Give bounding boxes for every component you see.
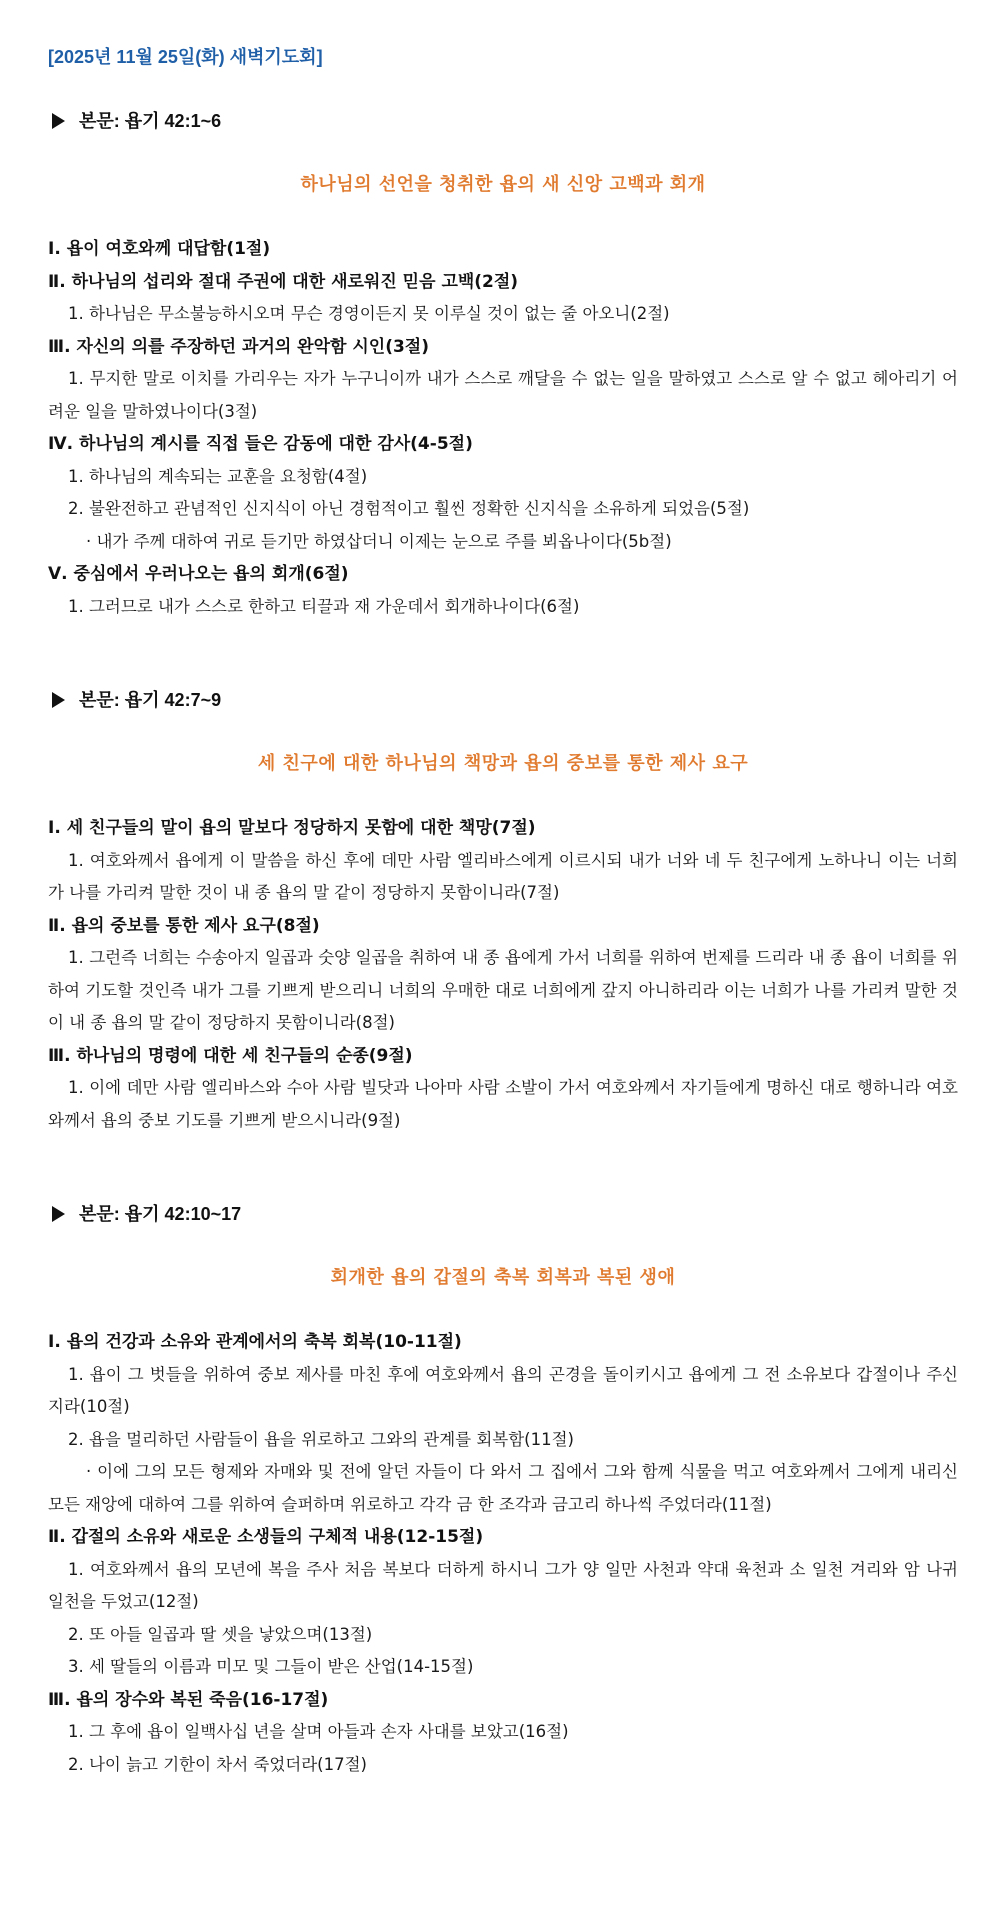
section-title: 세 친구에 대한 하나님의 책망과 욥의 중보를 통한 제사 요구 [257, 753, 749, 774]
outline-heading: Ⅲ. 하나님의 명령에 대한 세 친구들의 순종(9절) [48, 1045, 413, 1066]
section-3 [48, 1199, 958, 1781]
outline-heading: Ⅲ. 자신의 의를 주장하던 과거의 완악함 시인(3절) [48, 336, 430, 357]
outline-point: 2. 나이 늙고 기한이 차서 죽었더라(17절) [68, 1754, 367, 1774]
passage-label: 본문: 욥기 42:1~6 [79, 111, 222, 131]
outline-point: 1. 그러므로 내가 스스로 한하고 티끌과 재 가운데서 회개하나이다(6절) [68, 596, 580, 616]
passage-label: 본문: 욥기 42:10~17 [79, 1204, 242, 1224]
passage-heading [48, 106, 958, 136]
outline-point: 1. 하나님의 계속되는 교훈을 요청함(4절) [68, 466, 368, 486]
outline-heading: Ⅰ. 세 친구들의 말이 욥의 말보다 정당하지 못함에 대한 책망(7절) [48, 818, 536, 838]
outline-heading: Ⅰ. 욥의 건강과 소유와 관계에서의 축복 회복(10-11절) [48, 1332, 462, 1352]
outline-point: 1. 그런즉 너희는 수송아지 일곱과 숫양 일곱을 취하여 내 종 욥에게 가서 너희를 위하여 번제를 드리라 내 종 욥이 너희를 위하여 기도할 것인즉 내가 그를 기쁘게 받으리니 너희의 우매한 대로 너희에게 갚지 아니하리라 이는 너희가 나를 가리켜 말한 것이 내 종 욥의 말 같이 정당하지 못함이니라(8절) [48, 948, 958, 1032]
passage-label: 본문: 욥기 42:7~9 [79, 690, 222, 710]
outline-heading: Ⅳ. 하나님의 계시를 직접 들은 감동에 대한 감사(4-5절) [48, 434, 473, 454]
outline-point: 2. 불완전하고 관념적인 신지식이 아닌 경험적이고 훨씬 정확한 신지식을 소유하게 되었음(5절) [68, 499, 750, 518]
outline-point: 1. 하나님은 무소불능하시오며 무슨 경영이든지 못 이루실 것이 없는 줄 아오니(2절) [68, 304, 670, 323]
outline-point: 2. 또 아들 일곱과 딸 셋을 낳았으며(13절) [68, 1624, 373, 1644]
section-2 [48, 685, 958, 1137]
document-header: [2025년 11월 25일(화) 새벽기도회] [48, 47, 323, 67]
outline-point: 1. 여호와께서 욥의 모년에 복을 주사 처음 복보다 더하게 하시니 그가 양 일만 사천과 약대 육천과 소 일천 겨리와 암 나귀 일천을 두었고(12절) [48, 1559, 958, 1611]
passage-heading [48, 1199, 958, 1229]
outline-heading: Ⅰ. 욥이 여호와께 대답함(1절) [48, 239, 271, 259]
outline-heading: Ⅱ. 하나님의 섭리와 절대 주권에 대한 새로워진 믿음 고백(2절) [48, 271, 519, 292]
triangle-bullet-icon [52, 692, 65, 708]
outline-heading: Ⅲ. 욥의 장수와 복된 죽음(16-17절) [48, 1689, 329, 1710]
triangle-bullet-icon [52, 113, 65, 129]
outline-point: 2. 욥을 멀리하던 사람들이 욥을 위로하고 그와의 관계를 회복함(11절) [68, 1429, 574, 1449]
section-title: 하나님의 선언을 청취한 욥의 새 신앙 고백과 회개 [300, 174, 706, 195]
outline-list [48, 812, 958, 1137]
outline-point: 1. 여호와께서 욥에게 이 말씀을 하신 후에 데만 사람 엘리바스에게 이르시되 내가 너와 네 두 친구에게 노하나니 이는 너희가 나를 가리켜 말한 것이 내 종 욥의 말 같이 정당하지 못함이니라(7절) [48, 850, 958, 902]
outline-point: 1. 무지한 말로 이치를 가리우는 자가 누구니이까 내가 스스로 깨달을 수 없는 일을 말하였고 스스로 알 수 없고 헤아리기 어려운 일을 말하였나이다(3절) [48, 369, 958, 421]
outline-subpoint: · 이에 그의 모든 형제와 자매와 및 전에 알던 자들이 다 와서 그 집에서 그와 함께 식물을 먹고 여호와께서 그에게 내리신 모든 재앙에 대하여 그를 위하여 슬퍼하며 위로하고 각각 금 한 조각과 금고리 하나씩 주었더라(11절) [48, 1462, 958, 1514]
section-1 [48, 106, 958, 623]
outline-point: 3. 세 딸들의 이름과 미모 및 그들이 받은 산업(14-15절) [68, 1657, 474, 1676]
passage-heading [48, 685, 958, 715]
triangle-bullet-icon [52, 1206, 65, 1222]
outline-point: 1. 욥이 그 벗들을 위하여 중보 제사를 마친 후에 여호와께서 욥의 곤경을 돌이키시고 욥에게 그 전 소유보다 갑절이나 주신지라(10절) [48, 1364, 958, 1416]
outline-point: 1. 이에 데만 사람 엘리바스와 수아 사람 빌닷과 나아마 사람 소발이 가서 여호와께서 자기들에게 명하신 대로 행하니라 여호와께서 욥의 중보 기도를 기쁘게 받으시니라(9절) [48, 1078, 958, 1130]
outline-heading: Ⅱ. 욥의 중보를 통한 제사 요구(8절) [48, 915, 320, 936]
outline-subpoint: · 내가 주께 대하여 귀로 듣기만 하였삽더니 이제는 눈으로 주를 뵈옵나이다(5b절) [86, 531, 672, 551]
outline-heading: Ⅱ. 갑절의 소유와 새로운 소생들의 구체적 내용(12-15절) [48, 1527, 484, 1547]
document-page [48, 30, 958, 1781]
section-title: 회개한 욥의 갑절의 축복 회복과 복된 생애 [330, 1267, 676, 1288]
outline-list [48, 233, 958, 623]
outline-list [48, 1326, 958, 1781]
outline-heading: Ⅴ. 중심에서 우러나오는 욥의 회개(6절) [48, 564, 349, 584]
outline-point: 1. 그 후에 욥이 일백사십 년을 살며 아들과 손자 사대를 보았고(16절) [68, 1722, 569, 1741]
